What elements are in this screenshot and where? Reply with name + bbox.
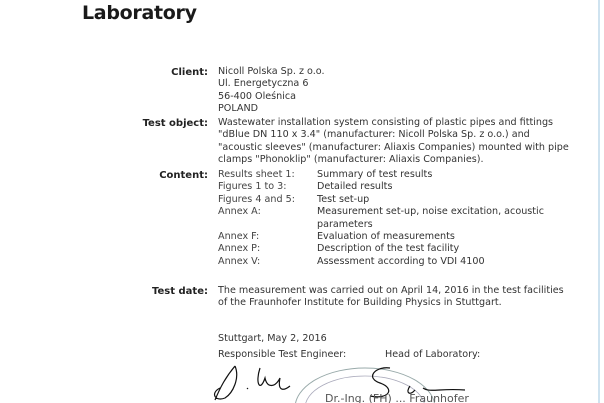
content-description: Summary of test results [317, 169, 433, 180]
test-object-text [218, 117, 569, 167]
test-date-line: of the Fraunhofer Institute for Building Physics in Stuttgart. [218, 297, 502, 309]
engineer-signature [215, 366, 290, 400]
content-item: Annex A: [218, 206, 261, 218]
test-date-label: Test date: [152, 286, 208, 297]
client-line: POLAND [218, 103, 259, 115]
signatures-and-stamp [205, 358, 505, 403]
content-row [0, 181, 604, 193]
place-date: Stuttgart, May 2, 2016 [218, 333, 327, 344]
content-row [0, 243, 604, 255]
content-row [0, 169, 604, 181]
content-description: parameters [317, 218, 373, 230]
content-item: Figures 1 to 3: [218, 181, 287, 193]
content-row [0, 206, 604, 218]
content-description: Measurement set-up, noise excitation, acoustic [317, 206, 544, 218]
content-description: Description of the test facility [317, 243, 460, 255]
content-item: Annex F: [218, 231, 260, 242]
content-item: Annex P: [218, 243, 261, 255]
content-row [0, 231, 604, 243]
content-description: Assessment according to VDI 4100 [317, 255, 485, 267]
test-object-line: "acoustic sleeves" (manufacturer: Aliaxis Companies) mounted with pipe [218, 141, 569, 153]
client-line: 56-400 Oleśnica [218, 90, 297, 102]
footer-partial: Dr.-Ing. (FH) ... Fraunhofer [325, 392, 469, 403]
content-label: Content: [159, 170, 208, 181]
client-line: Nicoll Polska Sp. z o.o. [218, 66, 325, 77]
content-item: Figures 4 and 5: [218, 193, 295, 205]
content-row [0, 194, 604, 206]
content-row [0, 256, 604, 268]
test-date-line: The measurement was carried out on April 14, 2016 in the test facilities [218, 285, 564, 296]
content-description: Test set-up [317, 193, 370, 205]
test-object-line: Wastewater installation system consisting of plastic pipes and fittings [218, 117, 554, 128]
client-label: Client: [171, 67, 208, 78]
content-item: Results sheet 1: [218, 169, 295, 180]
page-title: Laboratory [82, 2, 197, 24]
client-address [218, 66, 325, 116]
test-object-line: clamps "Phonoklip" (manufacturer: Aliaxis Companies). [218, 154, 484, 166]
test-date-text [218, 285, 564, 310]
client-line: Ul. Energetyczna 6 [218, 78, 309, 90]
test-object-label: Test object: [142, 118, 208, 129]
engineer-label: Responsible Test Engineer: [218, 349, 347, 360]
head-label: Head of Laboratory: [385, 349, 481, 360]
content-item: Annex V: [218, 255, 261, 267]
test-object-line: "dBlue DN 110 x 3.4" (manufacturer: Nicoll Polska Sp. z o.o.) and [218, 129, 530, 141]
content-description: Detailed results [317, 181, 393, 193]
content-description: Evaluation of measurements [317, 231, 455, 242]
content-row [0, 219, 604, 231]
